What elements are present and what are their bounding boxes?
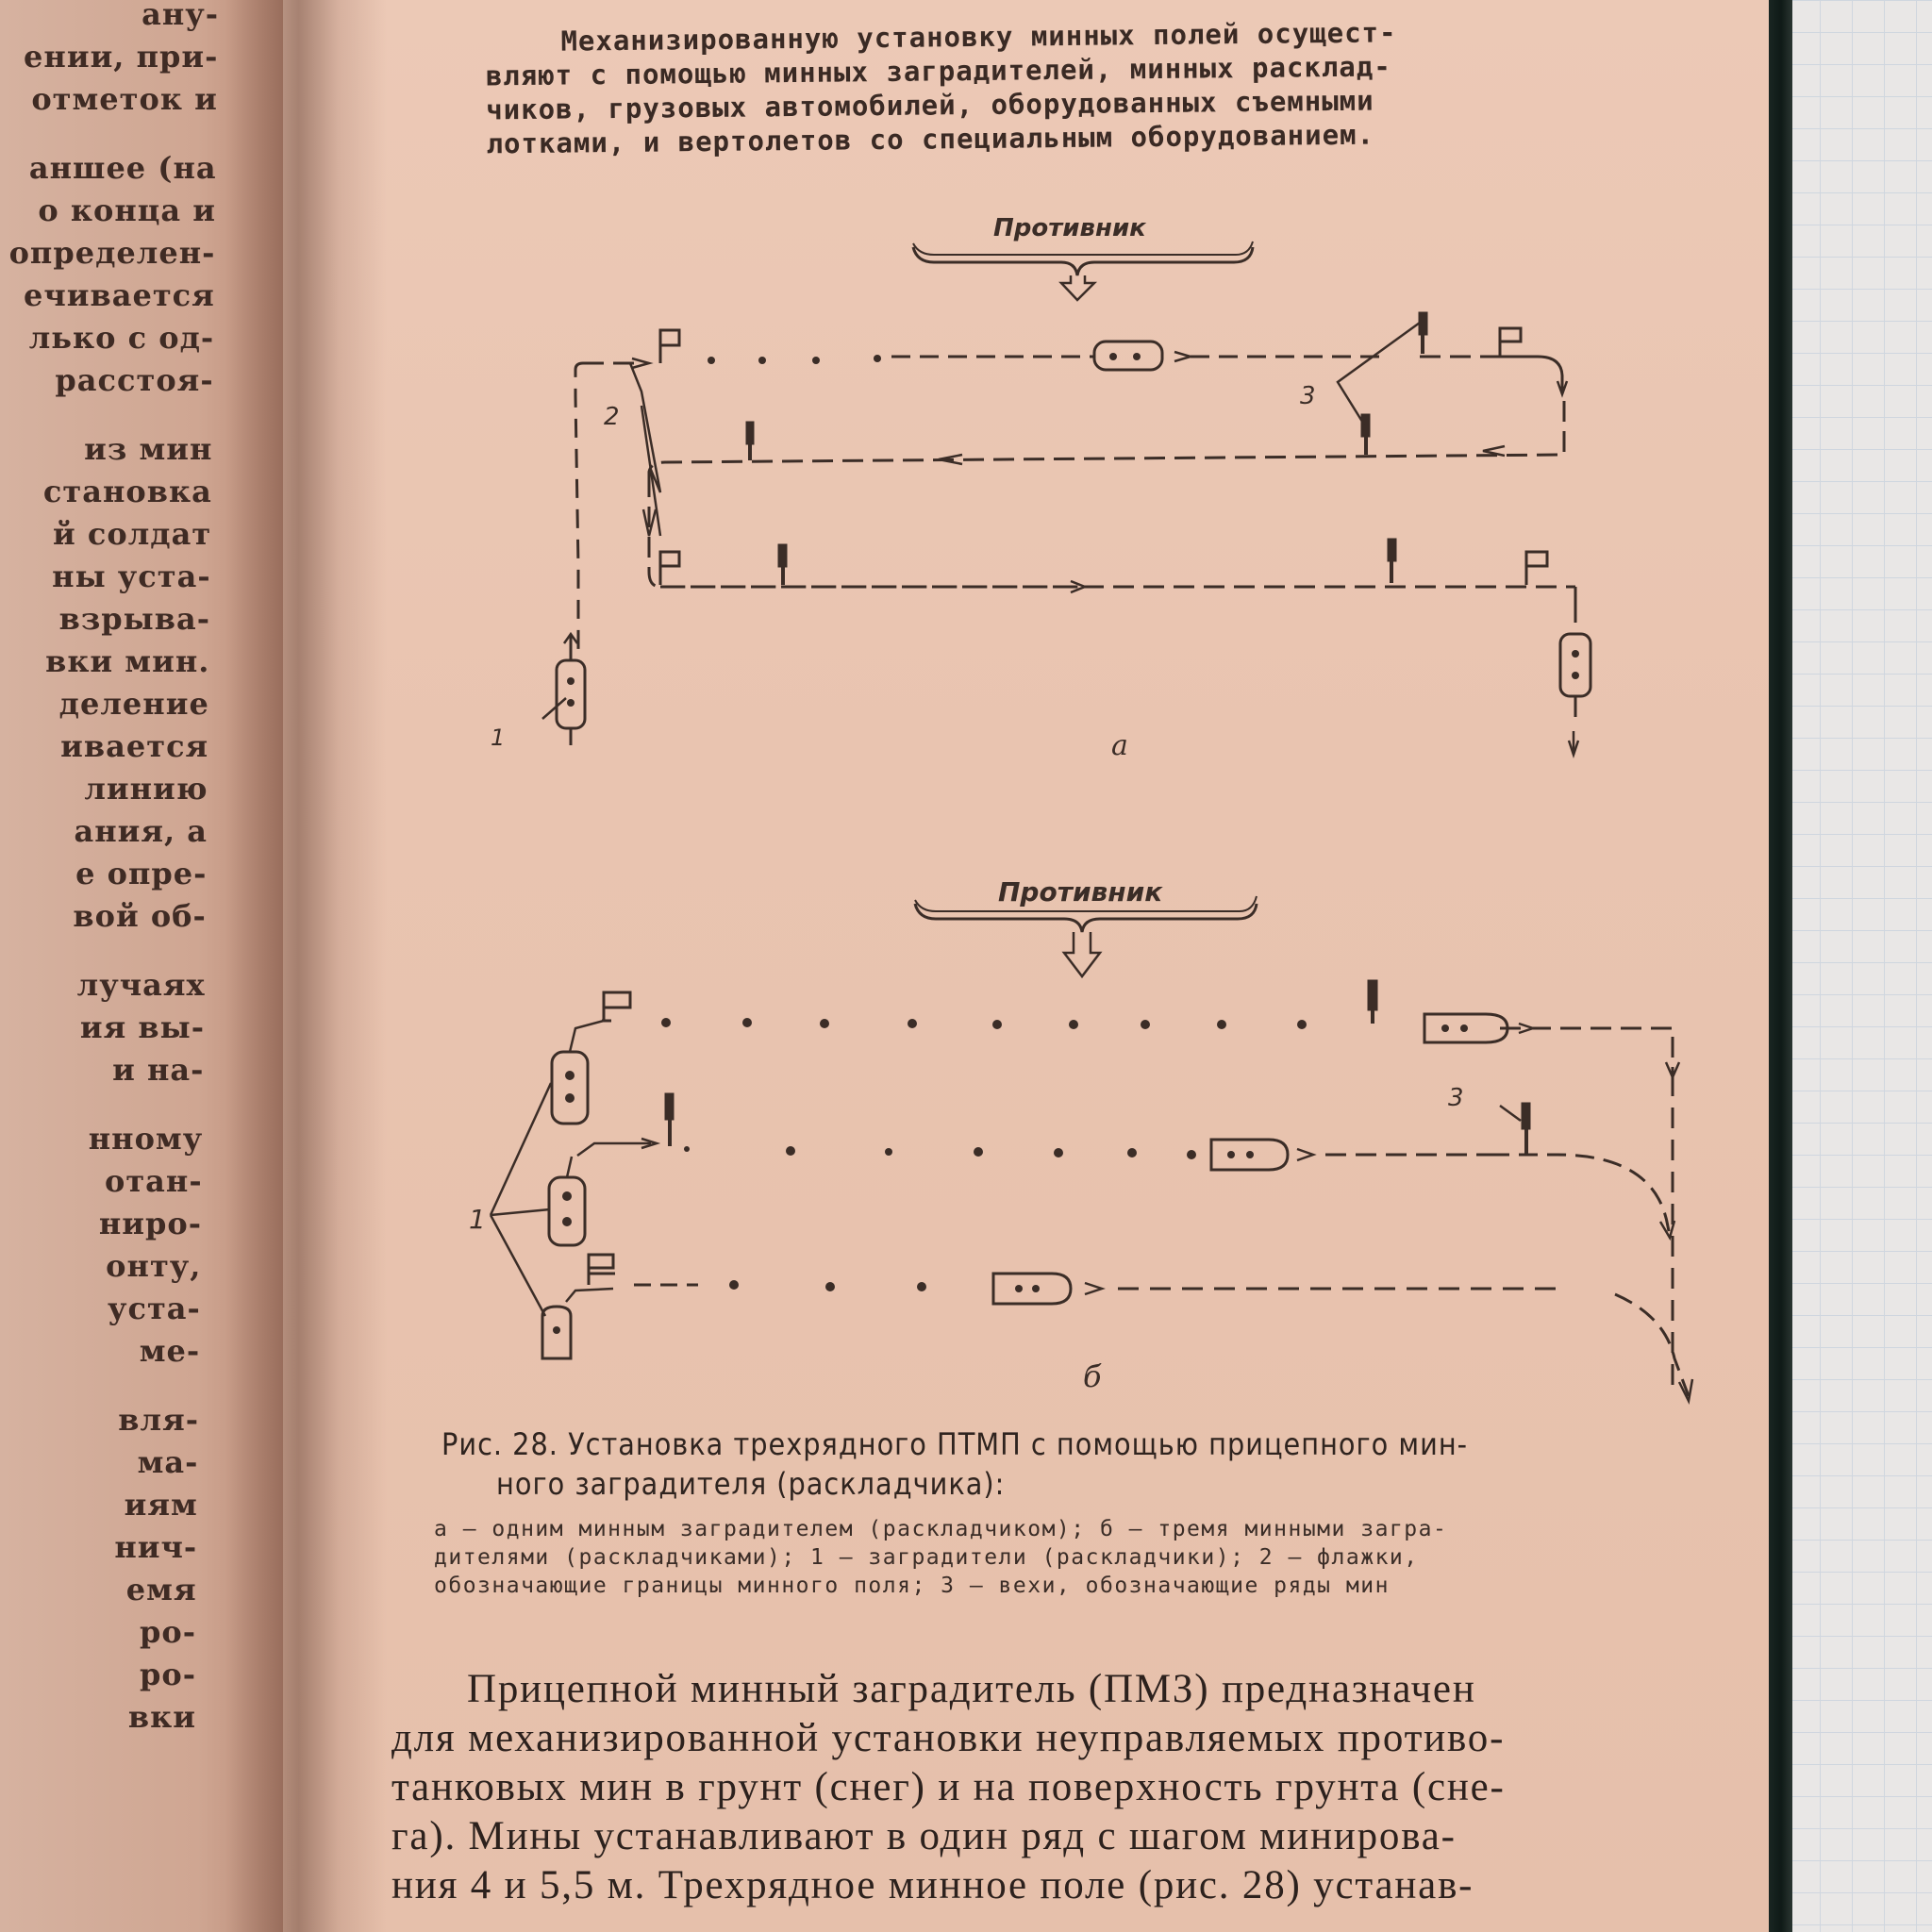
left-page-line: онту, <box>106 1248 202 1284</box>
callout-1-a: 1 <box>491 724 506 751</box>
left-page-line: иям <box>124 1487 198 1523</box>
left-page-line: ении, при- <box>24 39 219 75</box>
left-page-line: нному <box>88 1121 204 1157</box>
left-page-line: нич- <box>114 1529 198 1565</box>
left-page-line: ивается <box>60 728 209 764</box>
left-page-line: ия вы- <box>79 1009 205 1045</box>
left-page-line: лько с од- <box>28 320 215 356</box>
left-page-line: линию <box>84 771 208 807</box>
left-page-line: и на- <box>112 1052 205 1088</box>
figure-letter-a: а <box>1111 729 1128 762</box>
callout-3-a: 3 <box>1300 382 1316 410</box>
left-page-line: становка <box>42 474 212 509</box>
intro-line: лотками, и вертолетов со специальным оборудованием. <box>486 118 1375 160</box>
enemy-label-b: Противник <box>998 876 1163 908</box>
left-page-line: вки <box>127 1699 196 1735</box>
left-page-line: отметок и <box>31 81 218 117</box>
left-page-line: деление <box>58 686 209 722</box>
left-page-line: вля- <box>118 1402 199 1438</box>
callout-1-b: 1 <box>469 1204 486 1235</box>
left-page-line: расстоя- <box>55 362 214 398</box>
left-page-line: определен- <box>8 235 216 271</box>
figure-letter-b: б <box>1083 1358 1102 1394</box>
left-page-line: отан- <box>104 1163 203 1199</box>
left-page-line: ания, а <box>74 813 208 849</box>
left-page-line: ану- <box>142 0 219 32</box>
callout-3-b: 3 <box>1448 1084 1464 1112</box>
left-page-line: вой об- <box>73 898 207 934</box>
left-page-line: лучаях <box>76 967 206 1003</box>
left-page-line: о конца и <box>38 192 216 228</box>
figure-caption-title <box>441 1424 1724 1504</box>
enemy-label-a: Противник <box>993 214 1146 242</box>
left-page-line: е опре- <box>75 856 208 891</box>
callout-2-a: 2 <box>604 403 620 431</box>
intro-line: Механизированную установку минных полей осущест- <box>560 16 1397 58</box>
intro-line: чиков, грузовых автомобилей, оборудованных съемными <box>486 84 1374 126</box>
caption-title-line: Рис. 28. Установка трехрядного ПТМП с помощью прицепного мин- <box>441 1426 1469 1462</box>
left-page-line: вки мин. <box>45 643 210 679</box>
left-page-line: ро- <box>140 1614 196 1650</box>
left-page-line: взрыва- <box>58 601 210 637</box>
intro-line: вляют с помощью минных заградителей, минных расклад- <box>485 50 1391 92</box>
body-line: га). Мины устанавливают в один ряд с шагом минирова- <box>391 1814 1457 1858</box>
legend-line: дителями (раскладчиками); 1 — заградители (раскладчики); 2 — флажки, <box>434 1545 1419 1570</box>
body-line: Прицепной минный заградитель (ПМЗ) предназначен <box>467 1667 1476 1711</box>
left-page-line: из мин <box>84 431 213 467</box>
figure-caption-legend <box>434 1515 1736 1600</box>
body-paragraph <box>391 1665 1769 1910</box>
left-page-line: ма- <box>137 1444 199 1480</box>
legend-line: обозначающие границы минного поля; 3 — вехи, обозначающие ряды мин <box>434 1574 1390 1598</box>
left-page-line: й солдат <box>53 516 212 552</box>
left-page-line: аншее (на <box>28 150 217 186</box>
left-page-line: ме- <box>139 1333 201 1369</box>
body-line: танковых мин в грунт (снег) и на поверхность грунта (сне- <box>391 1765 1506 1809</box>
left-page-line: ны уста- <box>52 558 211 594</box>
left-page-line: ро- <box>140 1657 196 1692</box>
left-page-line: ниро- <box>98 1206 202 1241</box>
left-page-line: уста- <box>107 1291 201 1326</box>
left-page-line: ечивается <box>24 277 215 313</box>
left-page-line: емя <box>125 1572 197 1607</box>
body-line: ния 4 и 5,5 м. Трехрядное минное поле (рис. 28) устанав- <box>391 1863 1474 1907</box>
legend-line: а — одним минным заградителем (раскладчиком); б — тремя минными загра- <box>434 1517 1448 1541</box>
body-line: для механизированной установки неуправляемых противо- <box>391 1716 1506 1760</box>
caption-title-line: ного заградителя (раскладчика): <box>496 1466 1006 1502</box>
